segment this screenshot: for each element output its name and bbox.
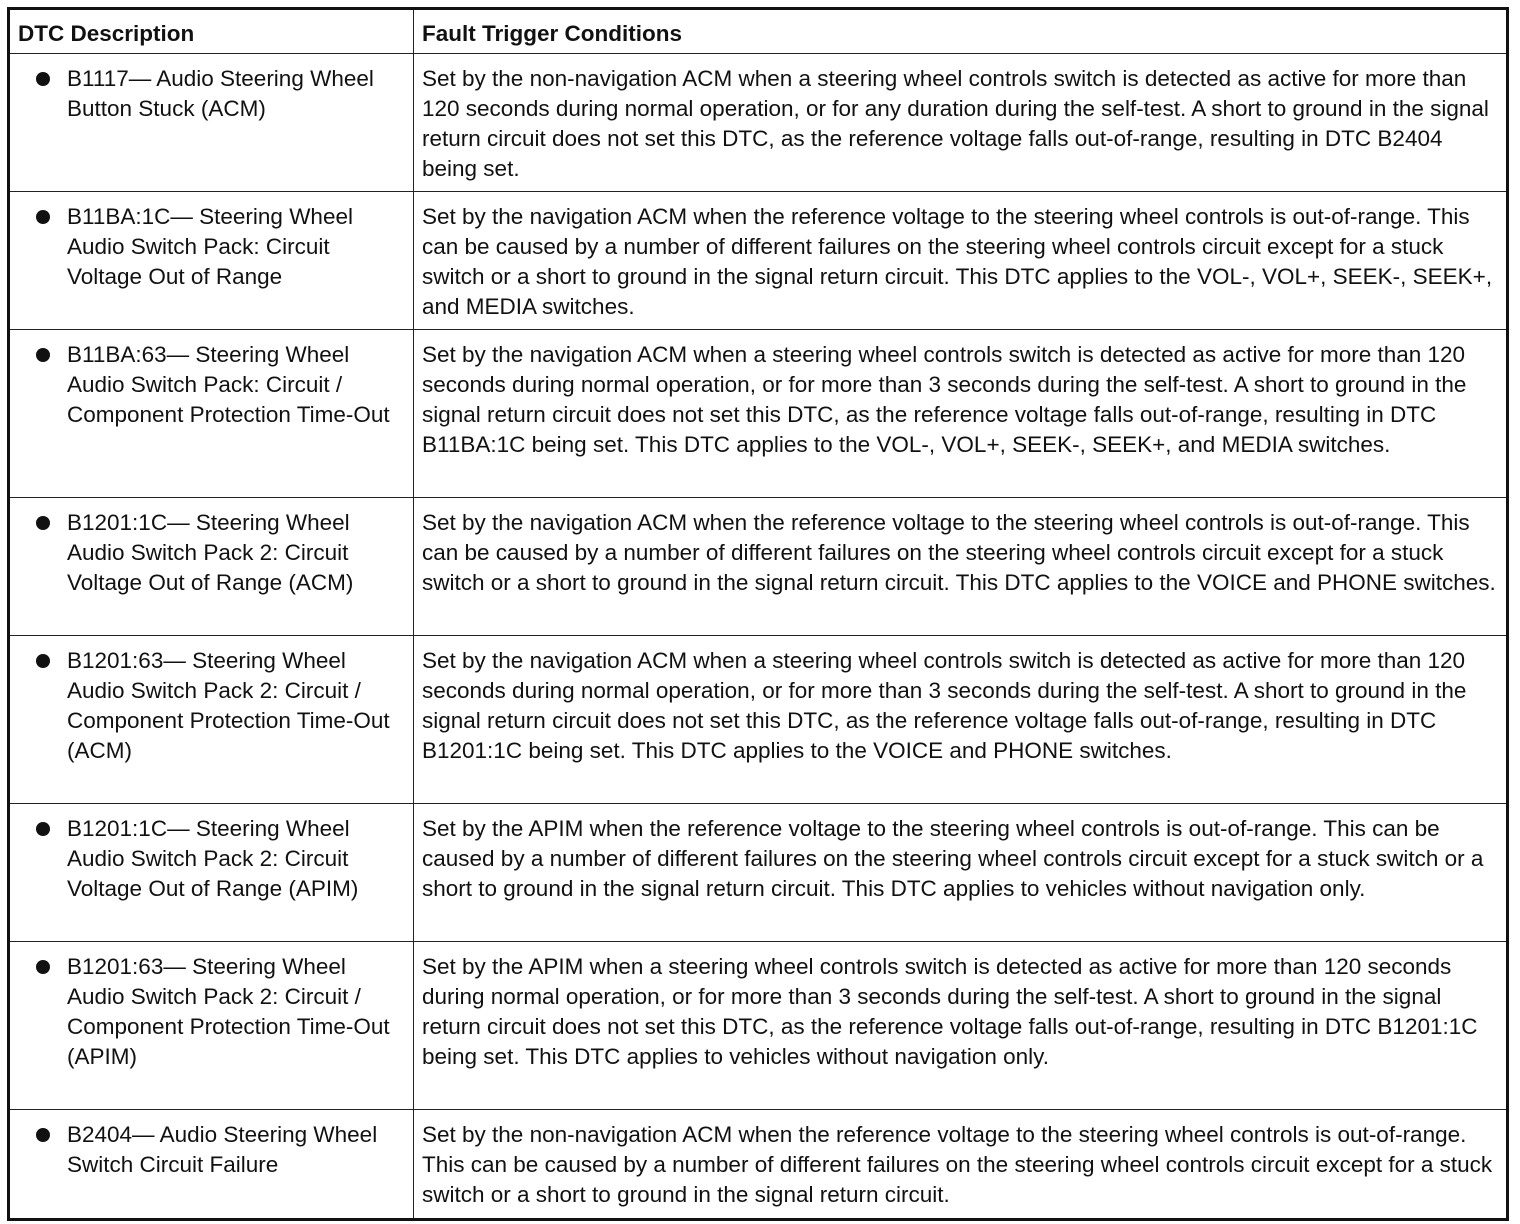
bullet-icon bbox=[36, 72, 50, 86]
bullet-icon bbox=[36, 960, 50, 974]
bullet-icon bbox=[36, 348, 50, 362]
dtc-description-cell bbox=[9, 636, 414, 804]
dtc-description-cell bbox=[9, 498, 414, 636]
dtc-description: B1117— Audio Steering Wheel Button Stuck (ACM) bbox=[67, 66, 374, 121]
fault-conditions-cell: Set by the APIM when a steering wheel controls switch is detected as active for more than 120 seconds during normal operation, or for more than 3 seconds during the self-test. A short to ground in the signal return circuit does not set this DTC, as the reference voltage falls out-of-range, resulting in DTC B1201:1C being set. This DTC applies to vehicles without navigation only. bbox=[414, 942, 1508, 1110]
dtc-description-cell bbox=[9, 942, 414, 1110]
fault-conditions-cell: Set by the APIM when the reference voltage to the steering wheel controls is out-of-range. This can be caused by a number of different failures on the steering wheel controls circuit except for a stuck switch or a short to ground in the signal return circuit. This DTC applies to vehicles without navigation only. bbox=[414, 804, 1508, 942]
table-row bbox=[9, 636, 1508, 804]
table-row bbox=[9, 804, 1508, 942]
table-row bbox=[9, 498, 1508, 636]
table-row bbox=[9, 942, 1508, 1110]
fault-conditions-cell: Set by the non-navigation ACM when the reference voltage to the steering wheel controls is out-of-range. This can be caused by a number of different failures on the steering wheel controls circuit except for a stuck switch or a short to ground in the signal return circuit. bbox=[414, 1110, 1508, 1220]
dtc-description: B1201:63— Steering Wheel Audio Switch Pack 2: Circuit / Component Protection Time-Out (ACM) bbox=[67, 648, 390, 763]
bullet-icon bbox=[36, 822, 50, 836]
fault-conditions-cell: Set by the navigation ACM when a steering wheel controls switch is detected as active for more than 120 seconds during normal operation, or for more than 3 seconds during the self-test. A short to ground in the signal return circuit does not set this DTC, as the reference voltage falls out-of-range, resulting in DTC B11BA:1C being set. This DTC applies to the VOL-, VOL+, SEEK-, SEEK+, and MEDIA switches. bbox=[414, 330, 1508, 498]
bullet-icon bbox=[36, 516, 50, 530]
header-dtc-description: DTC Description bbox=[9, 9, 414, 54]
bullet-icon bbox=[36, 654, 50, 668]
table-row bbox=[9, 192, 1508, 330]
dtc-description: B1201:63— Steering Wheel Audio Switch Pack 2: Circuit / Component Protection Time-Out (APIM) bbox=[67, 954, 390, 1069]
fault-conditions-cell: Set by the non-navigation ACM when a steering wheel controls switch is detected as active for more than 120 seconds during normal operation, or for any duration during the self-test. A short to ground in the signal return circuit does not set this DTC, as the reference voltage falls out-of-range, resulting in DTC B2404 being set. bbox=[414, 54, 1508, 192]
dtc-description-cell bbox=[9, 54, 414, 192]
table-row bbox=[9, 330, 1508, 498]
bullet-icon bbox=[36, 210, 50, 224]
header-row bbox=[9, 9, 1508, 54]
dtc-description: B2404— Audio Steering Wheel Switch Circuit Failure bbox=[67, 1122, 378, 1177]
fault-conditions-cell: Set by the navigation ACM when the reference voltage to the steering wheel controls is out-of-range. This can be caused by a number of different failures on the steering wheel controls circuit except for a stuck switch or a short to ground in the signal return circuit. This DTC applies to the VOICE and PHONE switches. bbox=[414, 498, 1508, 636]
dtc-description-cell bbox=[9, 1110, 414, 1220]
dtc-description: B1201:1C— Steering Wheel Audio Switch Pack 2: Circuit Voltage Out of Range (APIM) bbox=[67, 816, 359, 901]
dtc-description-cell bbox=[9, 192, 414, 330]
dtc-description-cell bbox=[9, 330, 414, 498]
dtc-table bbox=[7, 7, 1509, 1221]
bullet-icon bbox=[36, 1128, 50, 1142]
fault-conditions-cell: Set by the navigation ACM when a steering wheel controls switch is detected as active for more than 120 seconds during normal operation, or for more than 3 seconds during the self-test. A short to ground in the signal return circuit does not set this DTC, as the reference voltage falls out-of-range, resulting in DTC B1201:1C being set. This DTC applies to the VOICE and PHONE switches. bbox=[414, 636, 1508, 804]
dtc-description-cell bbox=[9, 804, 414, 942]
dtc-description: B11BA:63— Steering Wheel Audio Switch Pack: Circuit / Component Protection Time-Out bbox=[67, 342, 390, 427]
header-fault-trigger-conditions: Fault Trigger Conditions bbox=[414, 9, 1508, 54]
dtc-description: B1201:1C— Steering Wheel Audio Switch Pack 2: Circuit Voltage Out of Range (ACM) bbox=[67, 510, 354, 595]
table-row bbox=[9, 1110, 1508, 1220]
table-row bbox=[9, 54, 1508, 192]
fault-conditions-cell: Set by the navigation ACM when the reference voltage to the steering wheel controls is out-of-range. This can be caused by a number of different failures on the steering wheel controls circuit except for a stuck switch or a short to ground in the signal return circuit. This DTC applies to the VOL-, VOL+, SEEK-, SEEK+, and MEDIA switches. bbox=[414, 192, 1508, 330]
dtc-description: B11BA:1C— Steering Wheel Audio Switch Pack: Circuit Voltage Out of Range bbox=[67, 204, 353, 289]
